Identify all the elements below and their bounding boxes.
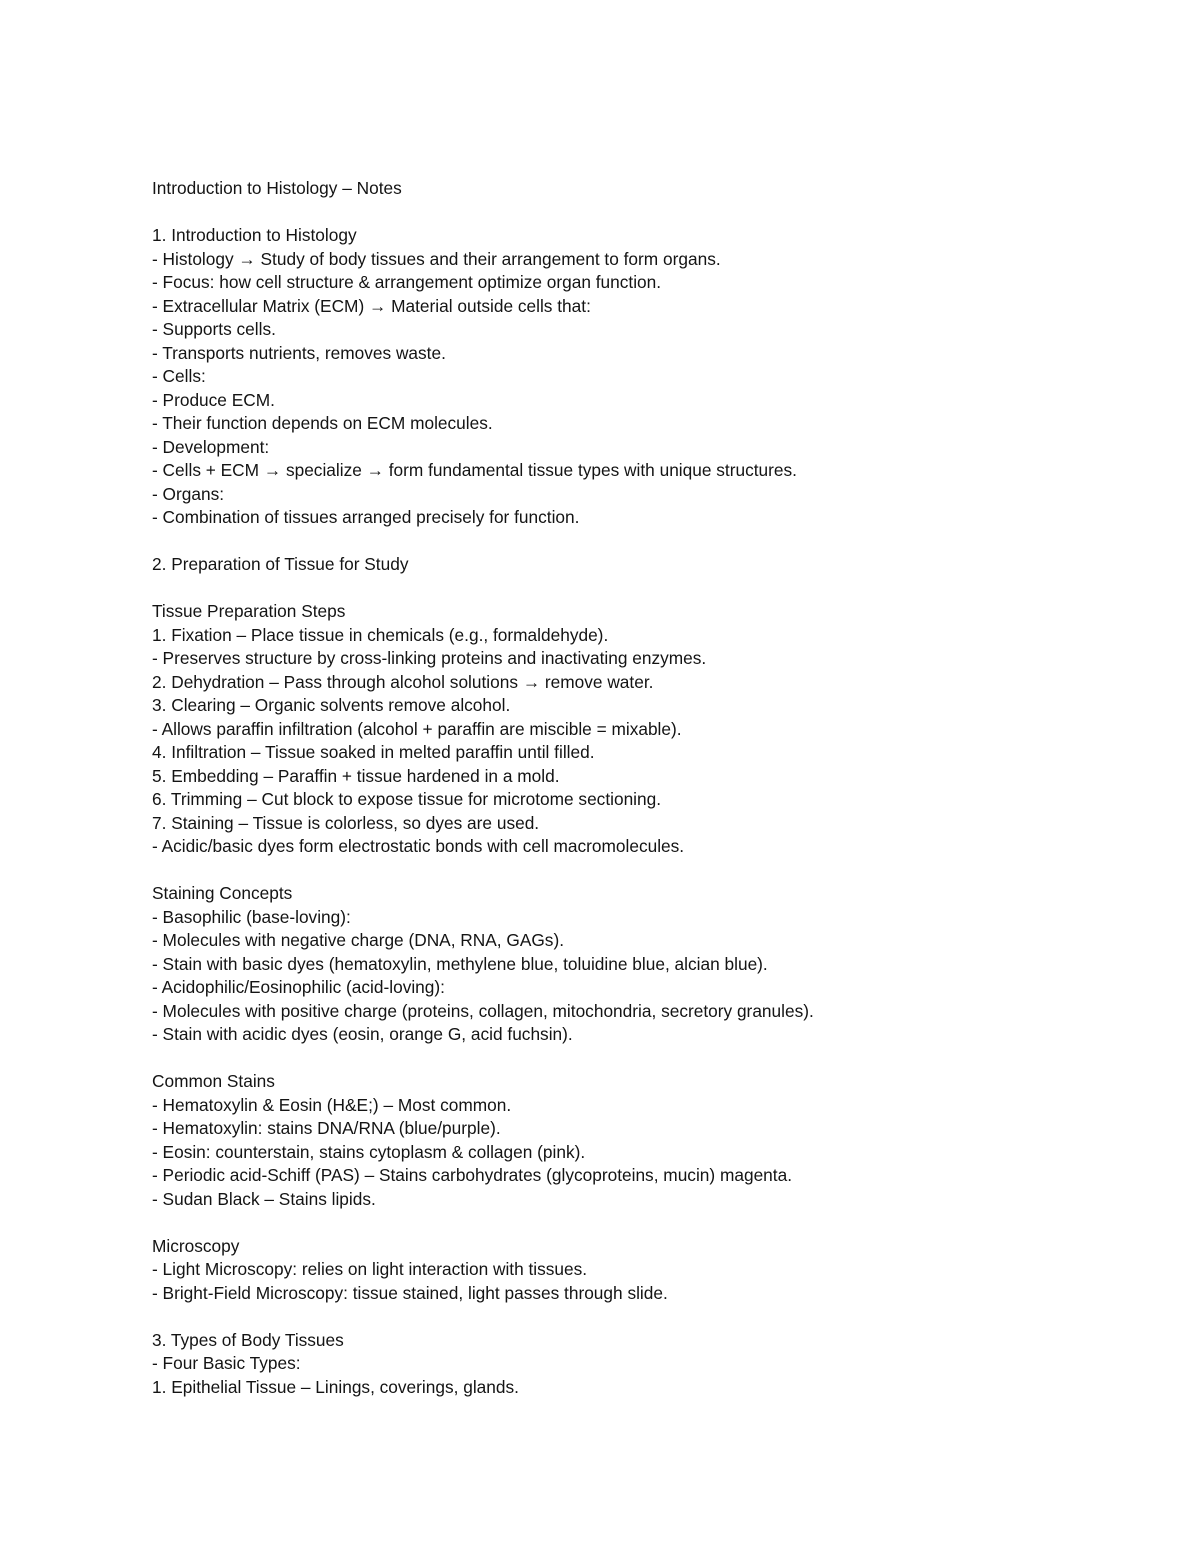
note-line: 2. Dehydration – Pass through alcohol solutions → remove water.	[152, 671, 654, 692]
note-line: - Acidophilic/Eosinophilic (acid-loving):	[152, 977, 445, 997]
note-line: - Organs:	[152, 483, 225, 504]
section-heading-preparation: 2. Preparation of Tissue for Study	[152, 554, 409, 574]
blank-line	[152, 577, 1152, 601]
note-line: 6. Trimming – Cut block to expose tissue for microtome sectioning.	[152, 789, 662, 809]
note-line: - Produce ECM.	[152, 389, 275, 410]
note-line: - Light Microscopy: relies on light interaction with tissues.	[152, 1259, 588, 1279]
blank-line	[152, 530, 1152, 554]
subheading-common-stains: Common Stains	[152, 1071, 275, 1091]
section-heading-tissue-types: 3. Types of Body Tissues	[152, 1329, 344, 1350]
note-line: - Cells:	[152, 366, 206, 386]
blank-line	[152, 1211, 1152, 1235]
note-line: - Molecules with negative charge (DNA, RNA, GAGs).	[152, 930, 565, 950]
note-line: - Development:	[152, 436, 270, 457]
blank-line	[152, 1305, 1152, 1329]
note-line: - Four Basic Types:	[152, 1353, 301, 1373]
note-line: 5. Embedding – Paraffin + tissue hardened in a mold.	[152, 765, 560, 786]
subheading-staining-concepts: Staining Concepts	[152, 883, 293, 903]
note-line: - Hematoxylin: stains DNA/RNA (blue/purple).	[152, 1118, 501, 1138]
note-line: - Stain with acidic dyes (eosin, orange G, acid fuchsin).	[152, 1024, 573, 1044]
note-line: - Cells + ECM → specialize → form fundamental tissue types with unique structures.	[152, 460, 797, 480]
note-line: - Acidic/basic dyes form electrostatic bonds with cell macromolecules.	[152, 836, 685, 856]
section-heading-intro: 1. Introduction to Histology	[152, 225, 357, 245]
note-line: - Combination of tissues arranged precisely for function.	[152, 507, 580, 527]
note-line: - Extracellular Matrix (ECM) → Material outside cells that:	[152, 295, 591, 316]
note-line: - Focus: how cell structure & arrangement optimize organ function.	[152, 272, 662, 292]
note-line: - Transports nutrients, removes waste.	[152, 342, 446, 363]
subheading-prep-steps: Tissue Preparation Steps	[152, 601, 346, 621]
note-line: - Histology → Study of body tissues and their arrangement to form organs.	[152, 248, 721, 269]
note-line: - Eosin: counterstain, stains cytoplasm & collagen (pink).	[152, 1141, 586, 1162]
note-line: - Hematoxylin & Eosin (H&E;) – Most common.	[152, 1094, 512, 1115]
note-line: 4. Infiltration – Tissue soaked in melted paraffin until filled.	[152, 742, 595, 762]
note-line: 1. Epithelial Tissue – Linings, coverings, glands.	[152, 1376, 519, 1397]
note-line: - Stain with basic dyes (hematoxylin, methylene blue, toluidine blue, alcian blue).	[152, 953, 768, 974]
note-line: - Preserves structure by cross-linking proteins and inactivating enzymes.	[152, 648, 707, 668]
note-line: - Supports cells.	[152, 319, 276, 339]
blank-line	[152, 201, 1152, 225]
note-line: - Their function depends on ECM molecules.	[152, 413, 493, 433]
note-line: - Bright-Field Microscopy: tissue stained, light passes through slide.	[152, 1282, 668, 1303]
note-line: - Molecules with positive charge (proteins, collagen, mitochondria, secretory granules).	[152, 1000, 814, 1021]
note-line: 1. Fixation – Place tissue in chemicals (e.g., formaldehyde).	[152, 624, 609, 645]
blank-line	[152, 1047, 1152, 1071]
note-line: - Sudan Black – Stains lipids.	[152, 1188, 376, 1209]
note-line: - Periodic acid-Schiff (PAS) – Stains carbohydrates (glycoproteins, mucin) magenta.	[152, 1165, 793, 1185]
blank-line	[152, 859, 1152, 883]
note-line: 3. Clearing – Organic solvents remove alcohol.	[152, 695, 511, 715]
note-line: - Allows paraffin infiltration (alcohol + paraffin are miscible = mixable).	[152, 718, 682, 739]
note-line: 7. Staining – Tissue is colorless, so dyes are used.	[152, 812, 540, 833]
document-title: Introduction to Histology – Notes	[152, 178, 402, 198]
notes-body	[152, 177, 1152, 1399]
note-line: - Basophilic (base-loving):	[152, 906, 351, 927]
subheading-microscopy: Microscopy	[152, 1235, 240, 1256]
